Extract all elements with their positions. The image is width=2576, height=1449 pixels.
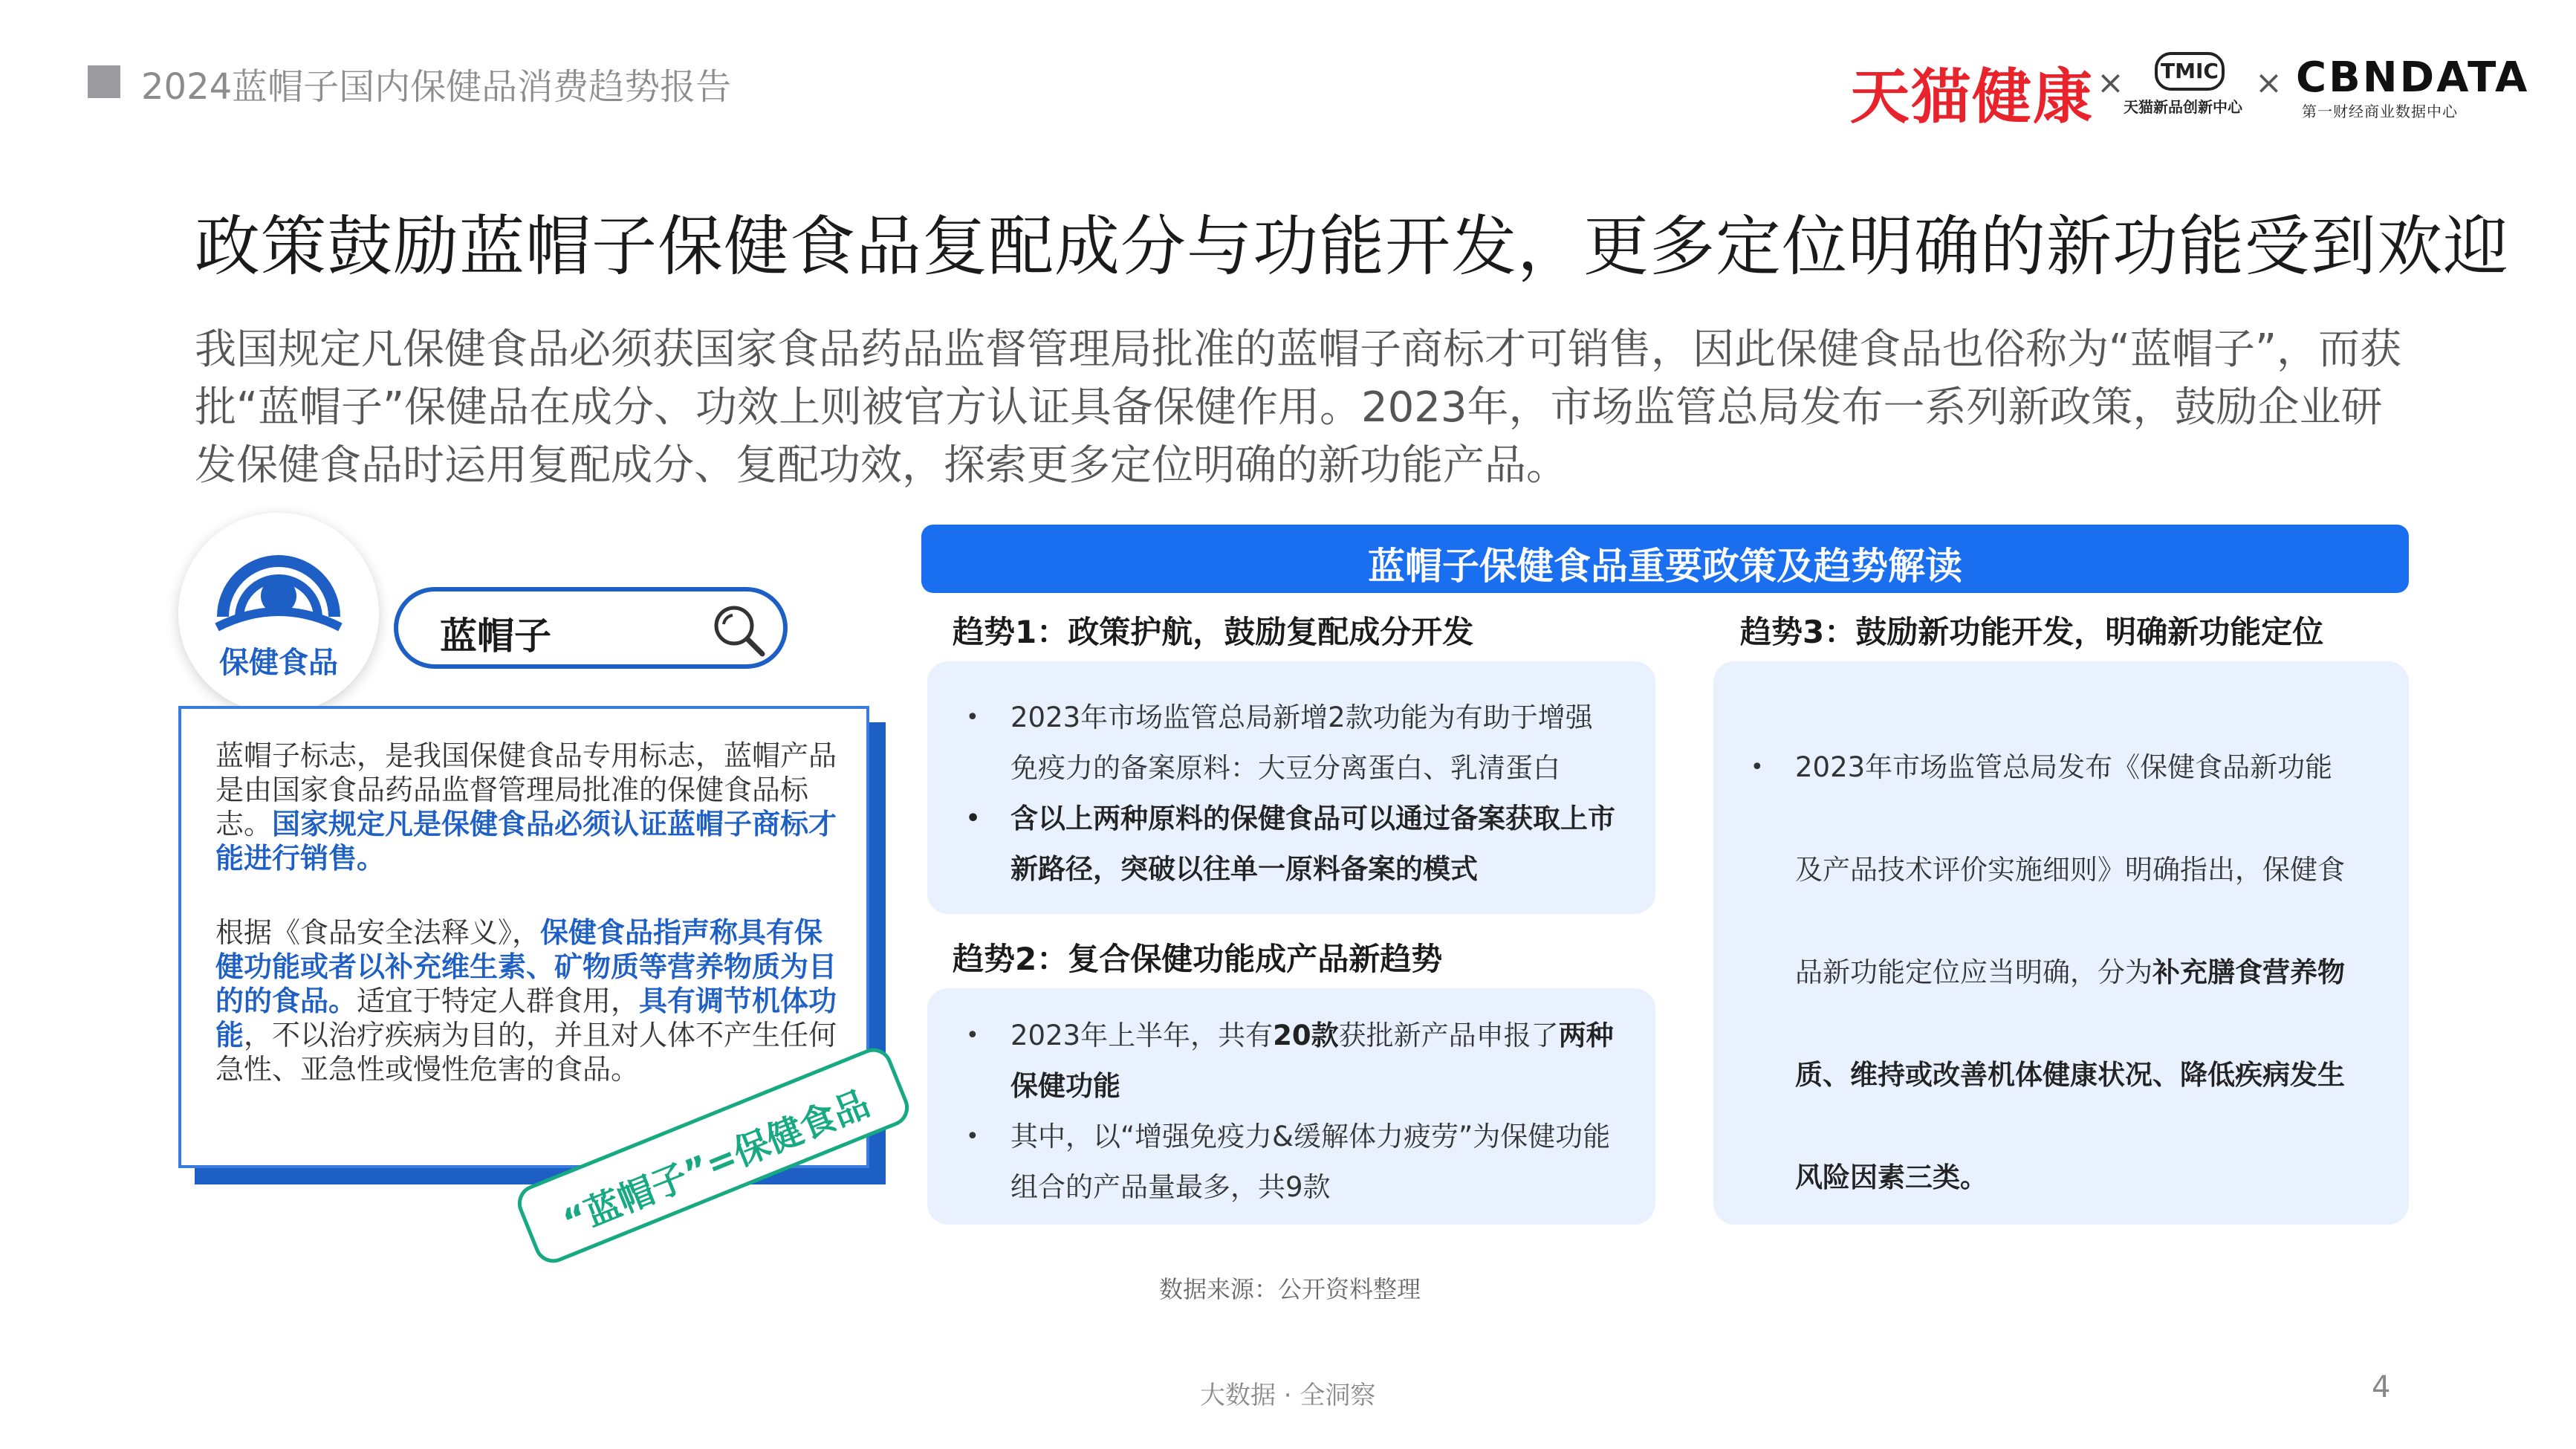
- bullet-text-strong: 20款: [1273, 1020, 1339, 1051]
- card-paragraph-1: [215, 739, 840, 875]
- bullet-text-part: 2023年市场监管总局发布《保健食品新功能及产品技术评价实施细则》明确指出，保健食品新功能定位应当明确，分为: [1795, 751, 2345, 988]
- bullet-icon: •: [966, 1124, 979, 1150]
- bullet-text-part: 2023年上半年，共有: [1010, 1020, 1274, 1051]
- report-title: 2024蓝帽子国内保健品消费趋势报告: [141, 66, 732, 108]
- panel-title: 蓝帽子保健食品重要政策及趋势解读: [1368, 545, 1962, 588]
- cbndata-logo: CBNDATA: [2296, 54, 2530, 102]
- search-bar: [394, 587, 788, 669]
- card-highlight: 保健食品指声称具有保健功能或者以补充维生素、矿物质等营养物质为目的的食品。: [215, 916, 837, 1017]
- bullet-text-part: 获批新产品申报了: [1338, 1020, 1559, 1051]
- intro-paragraph: 我国规定凡保健食品必须获国家食品药品监督管理局批准的蓝帽子商标才可销售，因此保健食品也俗称为“蓝帽子”，而获批“蓝帽子”保健品在成分、功效上则被官方认证具备保健作用。2023年，市场监管总局发布一系列新政策，鼓励企业研发保健食品时运用复配成分、复配功效，探索更多定位明确的新功能产品。: [195, 325, 2402, 490]
- cbndata-logo-subtitle: 第一财经商业数据中心: [2302, 103, 2458, 120]
- bullet-icon: •: [966, 704, 979, 730]
- trend-3-box: [1713, 661, 2409, 1225]
- search-text: 蓝帽子: [440, 615, 551, 658]
- logo-separator: ×: [2255, 64, 2283, 102]
- stamp-text: “蓝帽子”=保健食品: [557, 1082, 876, 1244]
- bullet-text: 其中，以“增强免疫力&缓解体力疲劳”为保健功能组合的产品量最多，共9款: [1010, 1121, 1611, 1203]
- bullet-text-strong: 补充膳食营养物质、维持或改善机体健康状况、降低疾病发生风险因素三类。: [1795, 956, 2345, 1193]
- header-square-icon: [88, 65, 120, 98]
- badge-label: 保健食品: [219, 646, 338, 680]
- trend-2-heading: 趋势2：复合保健功能成产品新趋势: [953, 941, 1443, 977]
- card-text: ，不以治疗疾病为目的，并且对人体不产生任何急性、亚急性或慢性危害的食品。: [215, 1019, 837, 1086]
- data-source: 数据来源：公开资料整理: [1159, 1275, 1421, 1303]
- trend-1-heading: 趋势1：政策护航，鼓励复配成分开发: [953, 614, 1474, 650]
- list-item: [966, 1011, 1620, 1112]
- tmall-health-logo: 天猫健康: [1850, 62, 2094, 132]
- list-item: [1751, 716, 2360, 1229]
- trend-2-box: [927, 988, 1655, 1225]
- bullet-icon: •: [966, 805, 981, 832]
- search-icon: [710, 602, 767, 658]
- health-food-badge: [178, 513, 379, 713]
- bullet-text: 含以上两种原料的保健食品可以通过备案获取上市新路径，突破以往单一原料备案的模式: [1010, 803, 1615, 885]
- card-highlight: 国家规定凡是保健食品必须认证蓝帽子商标才能进行销售。: [215, 808, 837, 875]
- bullet-text-strong: 两种保健功能: [1010, 1020, 1614, 1102]
- page-headline: 政策鼓励蓝帽子保健食品复配成分与功能开发，更多定位明确的新功能受到欢迎: [195, 208, 2510, 285]
- logo-separator: ×: [2097, 64, 2124, 102]
- tmic-logo-subtitle: 天猫新品创新中心: [2124, 98, 2242, 116]
- list-item: [966, 794, 1620, 895]
- page-number: 4: [2372, 1370, 2391, 1404]
- trend-1-box: [927, 661, 1655, 914]
- panel-title-bar: [921, 525, 2409, 593]
- card-highlight: 具有调节机体功能: [215, 985, 837, 1051]
- footer-slogan: 大数据 · 全洞察: [1200, 1381, 1376, 1410]
- trend-3-heading: 趋势3：鼓励新功能开发，明确新功能定位: [1740, 614, 2324, 650]
- bullet-icon: •: [966, 1022, 979, 1048]
- bullet-text: [1010, 1011, 1620, 1112]
- bullet-text: [1795, 716, 2360, 1229]
- list-item: [966, 693, 1620, 794]
- card-text: 蓝帽子标志，是我国保健食品专用标志，蓝帽产品是由国家食品药品监督管理局批准的保健食品标志。: [215, 739, 837, 840]
- card-text: 根据《食品安全法释义》，: [215, 916, 541, 949]
- list-item: [966, 1112, 1620, 1213]
- card-paragraph-2: [215, 915, 840, 1086]
- bullet-icon: •: [1751, 754, 1764, 780]
- blue-hat-logo-icon: [210, 544, 348, 641]
- tmic-logo: TMIC: [2155, 52, 2225, 91]
- card-text: 适宜于特定人群食用，: [357, 985, 640, 1017]
- bullet-text: 2023年市场监管总局新增2款功能为有助于增强免疫力的备案原料：大豆分离蛋白、乳清蛋白: [1010, 701, 1593, 784]
